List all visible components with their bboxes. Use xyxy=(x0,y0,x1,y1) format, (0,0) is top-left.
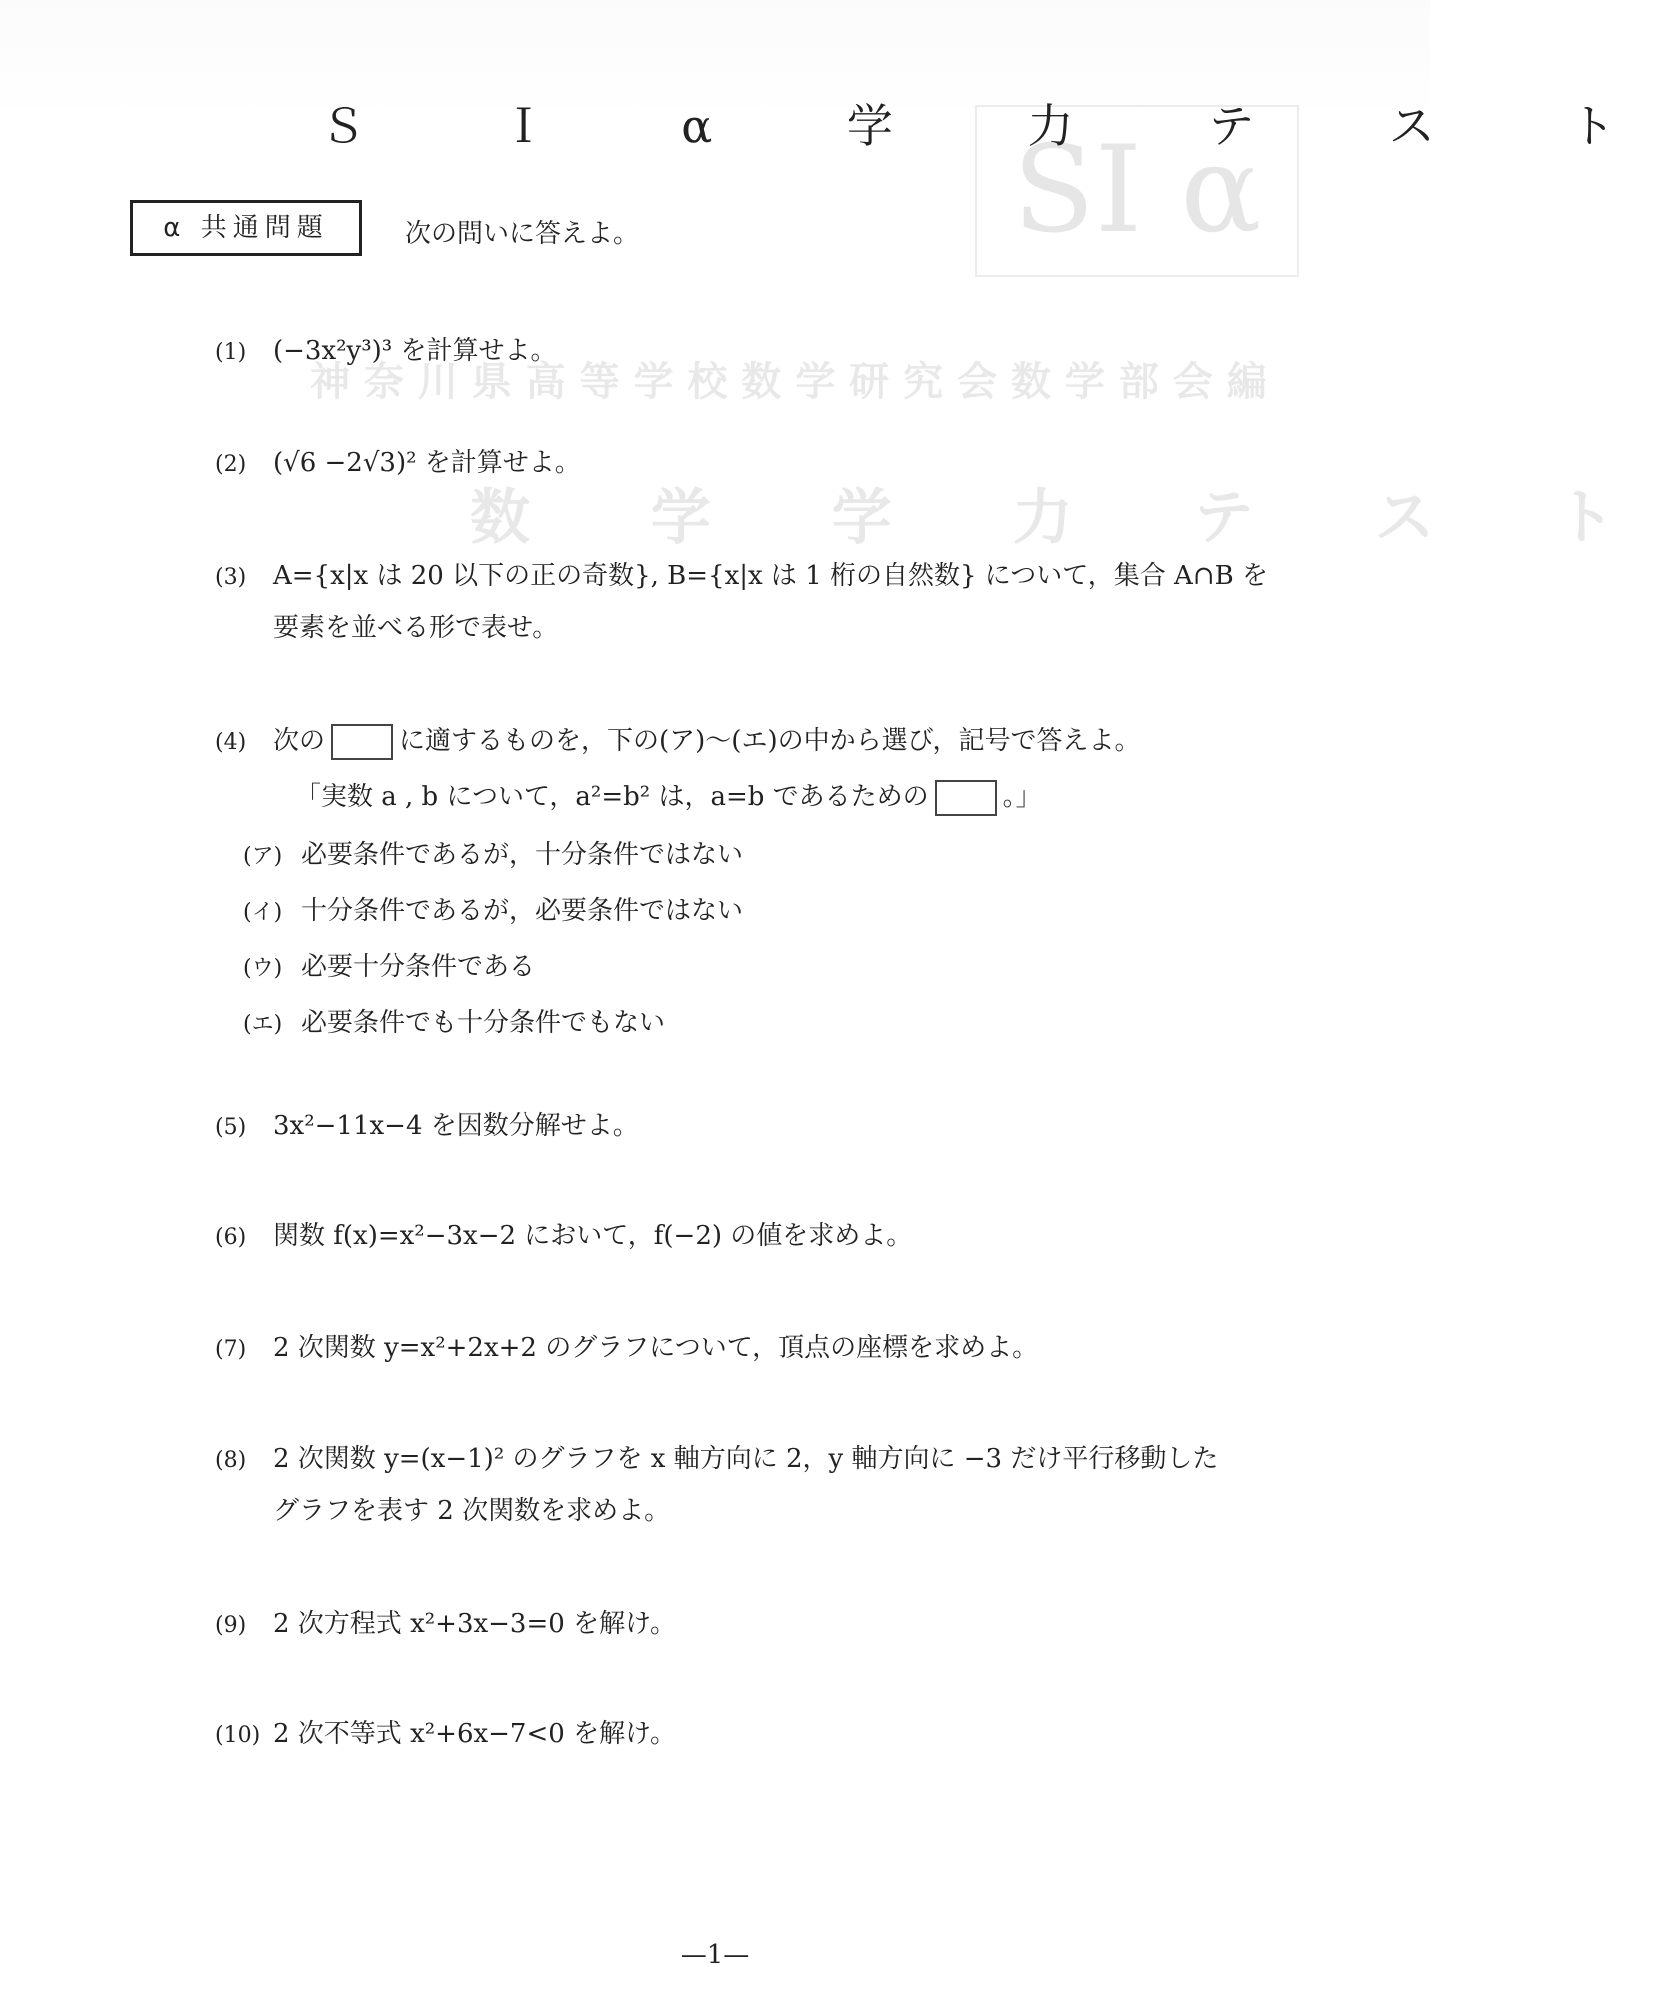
question-text: 関数 f(x)=x²−3x−2 において，f(−2) の値を求めよ。 xyxy=(273,1221,913,1251)
choice-item xyxy=(243,1002,665,1039)
question-text: 2 次関数 y=x²+2x+2 のグラフについて，頂点の座標を求めよ。 xyxy=(273,1333,1039,1363)
question-number: (2) xyxy=(215,452,247,477)
question-number: (8) xyxy=(215,1448,247,1473)
question-number: (9) xyxy=(215,1613,247,1638)
question-8 xyxy=(215,1438,1219,1526)
answer-blank xyxy=(935,780,997,816)
choice-item xyxy=(243,946,535,983)
question-4-statement xyxy=(295,776,1042,816)
section-label: α 共通問題 xyxy=(130,200,362,256)
choice-item xyxy=(243,890,743,927)
page-number: —1— xyxy=(680,1940,750,1970)
question-number: (3) xyxy=(215,565,247,590)
question-7 xyxy=(215,1327,1038,1364)
question-3 xyxy=(215,555,1268,643)
question-text: 次の xyxy=(273,726,326,756)
question-number: (7) xyxy=(215,1337,247,1362)
question-4 xyxy=(215,720,1141,760)
question-text-continued: グラフを表す 2 次関数を求めよ。 xyxy=(273,1496,671,1526)
question-text: (−3x²y³)³ を計算せよ。 xyxy=(273,336,557,366)
bleed-through-logo: SI α xyxy=(975,105,1299,277)
question-6 xyxy=(215,1215,912,1252)
section-instruction: 次の問いに答えよ。 xyxy=(405,219,640,249)
choice-label: (ア) xyxy=(243,844,283,869)
question-text: 3x²−11x−4 を因数分解せよ。 xyxy=(273,1111,639,1141)
statement-text: 。」 xyxy=(1002,782,1042,812)
question-text: 2 次関数 y=(x−1)² のグラフを x 軸方向に 2，y 軸方向に −3 だけ平行移動した xyxy=(273,1444,1219,1474)
question-text: に適するものを，下の(ア)〜(エ)の中から選び，記号で答えよ。 xyxy=(399,726,1141,756)
question-1 xyxy=(215,330,557,367)
question-number: (4) xyxy=(215,730,247,755)
answer-blank xyxy=(331,724,393,760)
question-10 xyxy=(215,1713,676,1750)
question-text: (√6 −2√3)² を計算せよ。 xyxy=(273,448,581,478)
question-5 xyxy=(215,1105,639,1142)
choice-text: 十分条件であるが，必要条件ではない xyxy=(301,896,744,926)
question-9 xyxy=(215,1603,676,1640)
question-text: A={x|x は 20 以下の正の奇数}, B={x|x は 1 桁の自然数} について，集合 A∩B を xyxy=(273,561,1268,591)
statement-text: 「実数 a , b について，a²=b² は，a=b であるための xyxy=(295,782,929,812)
bleed-through-text: 神 奈 川 県 高 等 学 校 数 学 研 究 会 数 学 部 会 編 xyxy=(310,358,1267,405)
page-title: Ｓ Ｉ α 学 力 テ ス ト xyxy=(320,99,1675,153)
choice-text: 必要十分条件である xyxy=(301,952,536,982)
choice-label: (エ) xyxy=(243,1012,283,1037)
question-2 xyxy=(215,442,581,479)
choice-label: (ウ) xyxy=(243,956,283,981)
choice-text: 必要条件でも十分条件でもない xyxy=(301,1008,666,1038)
question-text: 2 次方程式 x²+3x−3=0 を解け。 xyxy=(273,1609,677,1639)
question-number: (6) xyxy=(215,1225,247,1250)
question-text: 2 次不等式 x²+6x−7<0 を解け。 xyxy=(273,1719,677,1749)
question-number: (5) xyxy=(215,1115,247,1140)
bleed-through-text: 数 学 学 力 テ ス ト xyxy=(470,483,1666,553)
question-number: (1) xyxy=(215,340,247,365)
choice-text: 必要条件であるが，十分条件ではない xyxy=(301,840,744,870)
choice-label: (イ) xyxy=(243,900,283,925)
choice-item xyxy=(243,834,743,871)
question-text-continued: 要素を並べる形で表せ。 xyxy=(273,613,559,643)
question-number: (10) xyxy=(215,1723,261,1748)
